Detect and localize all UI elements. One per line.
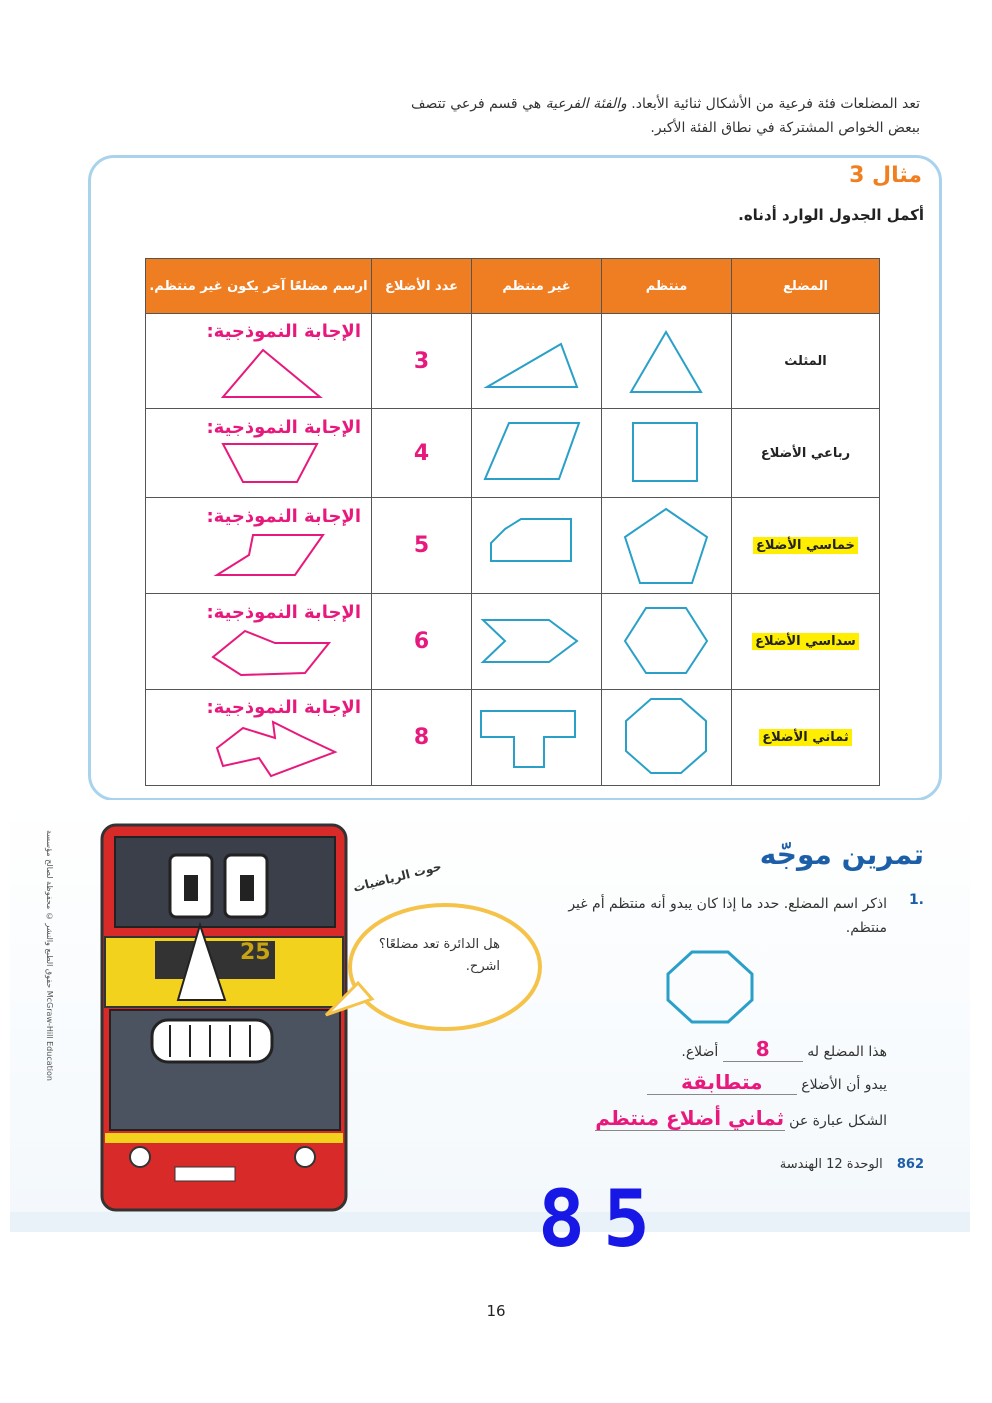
answer-label: الإجابة النموذجية: <box>206 320 361 342</box>
irregular-parallelogram-shape <box>471 409 601 493</box>
regular-shape-cell <box>602 690 732 786</box>
book-page-number: 862 <box>896 1157 924 1172</box>
row-name-cell <box>732 594 880 690</box>
table-row <box>146 690 880 786</box>
answer-cell <box>146 498 372 594</box>
unit-label: الوحدة 12 الهندسة <box>779 1157 883 1172</box>
row-name-cell <box>732 314 880 409</box>
answer-label: الإجابة النموذجية: <box>206 697 361 718</box>
unit-footer <box>780 1157 924 1172</box>
answer-trapezoid-sketch <box>145 438 371 490</box>
bubble-question: هل الدائرة تعد مضلعًا؟ اشرح. <box>378 937 500 974</box>
answer-cell <box>146 314 372 409</box>
irregular-shape-cell <box>472 594 602 690</box>
irregular-shape-cell <box>472 498 602 594</box>
question-text: اذكر اسم المضلع. حدد ما إذا كان يبدو أنه منتظم أم غير منتظم. <box>568 896 887 936</box>
intro-paragraph <box>240 92 920 140</box>
congruent-answer: متطابقة <box>647 1070 797 1095</box>
bubble-header: حوت الرياضيات <box>351 859 443 895</box>
intro-italic-term: والفئة الفرعية <box>545 96 627 112</box>
answer-label: الإجابة النموذجية: <box>206 416 361 438</box>
header-irregular: غير منتظم <box>472 259 602 314</box>
irregular-t-octagon-shape <box>471 691 601 781</box>
answer-octagon-sketch <box>145 718 371 778</box>
fill-prefix: الشكل عبارة عن <box>789 1113 887 1129</box>
sides-cell <box>372 314 472 409</box>
sides-answer: 8 <box>723 1037 803 1062</box>
regular-octagon-shape <box>601 691 731 781</box>
header-polygon: المضلع <box>732 259 880 314</box>
example-title: مثال 3 <box>849 163 922 188</box>
handwritten-score: 85 <box>538 1175 668 1265</box>
sides-cell <box>372 409 472 498</box>
answer-cell <box>146 690 372 786</box>
answer-triangle-sketch <box>145 342 371 402</box>
header-draw: ارسم مضلعًا آخر يكون غير منتظم. <box>146 259 372 314</box>
sides-cell <box>372 498 472 594</box>
table-row <box>146 314 880 409</box>
bus-number: 25 <box>240 940 271 965</box>
irregular-shape-cell <box>472 314 602 409</box>
polygon-name: رباعي الأضلاع <box>760 445 851 461</box>
irregular-arrow-hexagon-shape <box>471 595 601 685</box>
page-number: 16 <box>486 1302 506 1320</box>
answer-cell <box>146 594 372 690</box>
irregular-triangle-shape <box>471 314 601 404</box>
polygon-table <box>145 258 880 786</box>
sides-cell <box>372 690 472 786</box>
polygon-name: خماسي الأضلاع <box>753 537 858 554</box>
answer-cell <box>146 409 372 498</box>
bus-illustration <box>60 815 360 1225</box>
sides-count: 8 <box>413 725 430 750</box>
table-row <box>146 498 880 594</box>
fill-line-congruent <box>647 1070 887 1095</box>
fill-line-shape <box>595 1106 887 1131</box>
intro-text-1: تعد المضلعات فئة فرعية من الأشكال ثنائية الأبعاد. <box>631 96 920 112</box>
regular-hexagon-shape <box>601 595 731 685</box>
row-name-cell <box>732 498 880 594</box>
copyright-credit: حقوق الطبع والنشر © محفوظة لصالح مؤسسة McGraw-Hill Education <box>45 830 54 1081</box>
table-header-row <box>146 259 880 314</box>
sides-count: 4 <box>413 440 430 466</box>
shape-answer: ثماني أضلاع منتظم <box>595 1106 785 1130</box>
irregular-shape-cell <box>472 409 602 498</box>
regular-square-shape <box>601 409 731 493</box>
sides-count: 6 <box>413 629 430 654</box>
polygon-name: سداسي الأضلاع <box>752 633 859 650</box>
intro-text-3: ببعض الخواص المشتركة في نطاق الفئة الأكبر. <box>650 120 920 136</box>
answer-hexagon-sketch <box>145 623 371 681</box>
irregular-pentagon-shape <box>471 499 601 589</box>
sides-cell <box>372 594 472 690</box>
regular-pentagon-shape <box>601 499 731 589</box>
row-name-cell <box>732 409 880 498</box>
answer-pentagon-sketch <box>145 527 371 585</box>
regular-shape-cell <box>602 409 732 498</box>
table-row <box>146 409 880 498</box>
fill-prefix: هذا المضلع له <box>807 1044 887 1060</box>
table-row <box>146 594 880 690</box>
header-regular: منتظم <box>602 259 732 314</box>
irregular-shape-cell <box>472 690 602 786</box>
example-instruction: أكمل الجدول الوارد أدناه. <box>738 206 924 224</box>
sides-count: 3 <box>413 348 430 374</box>
polygon-name: ثماني الأضلاع <box>759 729 852 746</box>
regular-triangle-shape <box>601 314 731 404</box>
fill-line-sides <box>681 1037 887 1062</box>
intro-text-2: هي قسم فرعي تتصف <box>411 96 542 112</box>
row-name-cell <box>732 690 880 786</box>
sides-count: 5 <box>413 533 430 558</box>
fill-suffix: أضلاع. <box>681 1044 719 1060</box>
question-octagon-shape <box>662 948 758 1026</box>
polygon-name: المثلث <box>784 353 827 369</box>
regular-shape-cell <box>602 314 732 409</box>
question-number: 1. <box>908 892 924 908</box>
fill-prefix: يبدو أن الأضلاع <box>801 1077 887 1093</box>
answer-label: الإجابة النموذجية: <box>206 506 361 527</box>
header-sides: عدد الأضلاع <box>372 259 472 314</box>
regular-shape-cell <box>602 594 732 690</box>
answer-label: الإجابة النموذجية: <box>206 602 361 623</box>
guided-practice-title: تمرين موجّه <box>759 838 924 871</box>
regular-shape-cell <box>602 498 732 594</box>
